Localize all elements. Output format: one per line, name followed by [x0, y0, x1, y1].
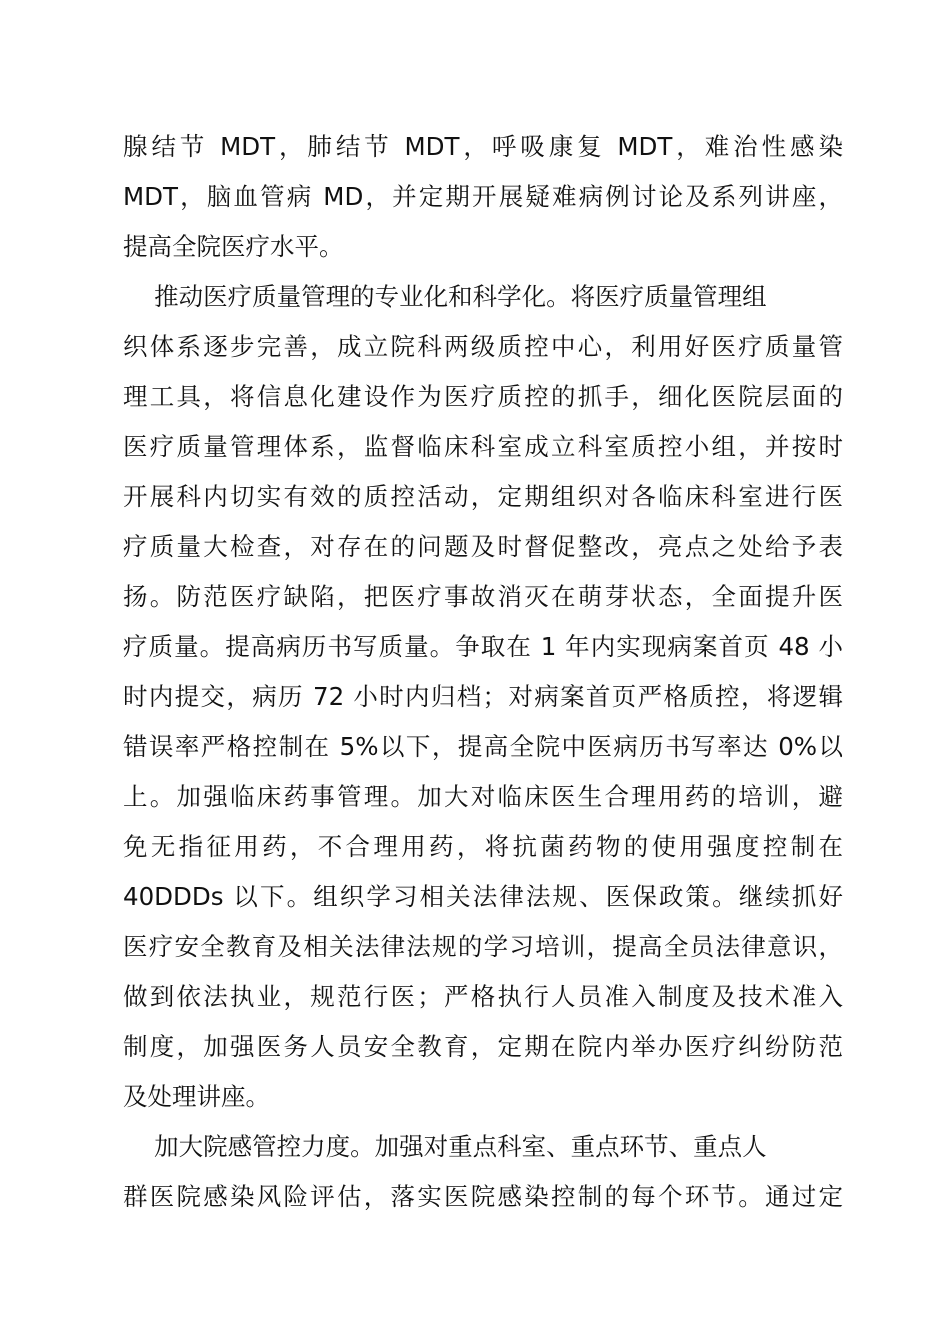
- paragraph-first-line: 加大院感管控力度。加强对重点科室、重点环节、重点人: [123, 1132, 767, 1161]
- text-line: 群医院感染风险评估，落实医院感染控制的每个环节。通过定: [123, 1182, 843, 1211]
- text-line: 织体系逐步完善，成立院科两级质控中心，利用好医疗质量管: [123, 332, 843, 361]
- text-line: 时内提交，病历 72 小时内归档；对病案首页严格质控，将逻辑: [123, 682, 843, 711]
- text-line: 腺结节 MDT，肺结节 MDT，呼吸康复 MDT，难治性感染: [123, 132, 843, 161]
- text-line: 医疗质量管理体系，监督临床科室成立科室质控小组，并按时: [123, 432, 843, 461]
- text-line: 提高全院医疗水平。: [123, 232, 344, 261]
- text-line: 制度，加强医务人员安全教育，定期在院内举办医疗纠纷防范: [123, 1032, 843, 1061]
- text-line: 40DDDs 以下。组织学习相关法律法规、医保政策。继续抓好: [123, 882, 843, 911]
- text-line: 上。加强临床药事管理。加大对临床医生合理用药的培训，避: [123, 782, 843, 811]
- text-line: 扬。防范医疗缺陷，把医疗事故消灭在萌芽状态，全面提升医: [123, 582, 843, 611]
- text-line: MDT，脑血管病 MD，并定期开展疑难病例讨论及系列讲座，: [123, 182, 843, 211]
- text-line: 开展科内切实有效的质控活动，定期组织对各临床科室进行医: [123, 482, 843, 511]
- text-line: 及处理讲座。: [123, 1082, 270, 1111]
- document-body: [123, 122, 843, 1222]
- text-line: 理工具，将信息化建设作为医疗质控的抓手，细化医院层面的: [123, 382, 843, 411]
- paragraph-first-line: 推动医疗质量管理的专业化和科学化。将医疗质量管理组: [123, 282, 767, 311]
- text-line: 做到依法执业，规范行医；严格执行人员准入制度及技术准入: [123, 982, 843, 1011]
- text-line: 错误率严格控制在 5%以下，提高全院中医病历书写率达 0%以: [123, 732, 843, 761]
- text-line: 医疗安全教育及相关法律法规的学习培训，提高全员法律意识，: [123, 932, 843, 961]
- text-line: 免无指征用药，不合理用药，将抗菌药物的使用强度控制在: [123, 832, 843, 861]
- text-line: 疗质量。提高病历书写质量。争取在 1 年内实现病案首页 48 小: [123, 632, 843, 661]
- text-line: 疗质量大检查，对存在的问题及时督促整改，亮点之处给予表: [123, 532, 843, 561]
